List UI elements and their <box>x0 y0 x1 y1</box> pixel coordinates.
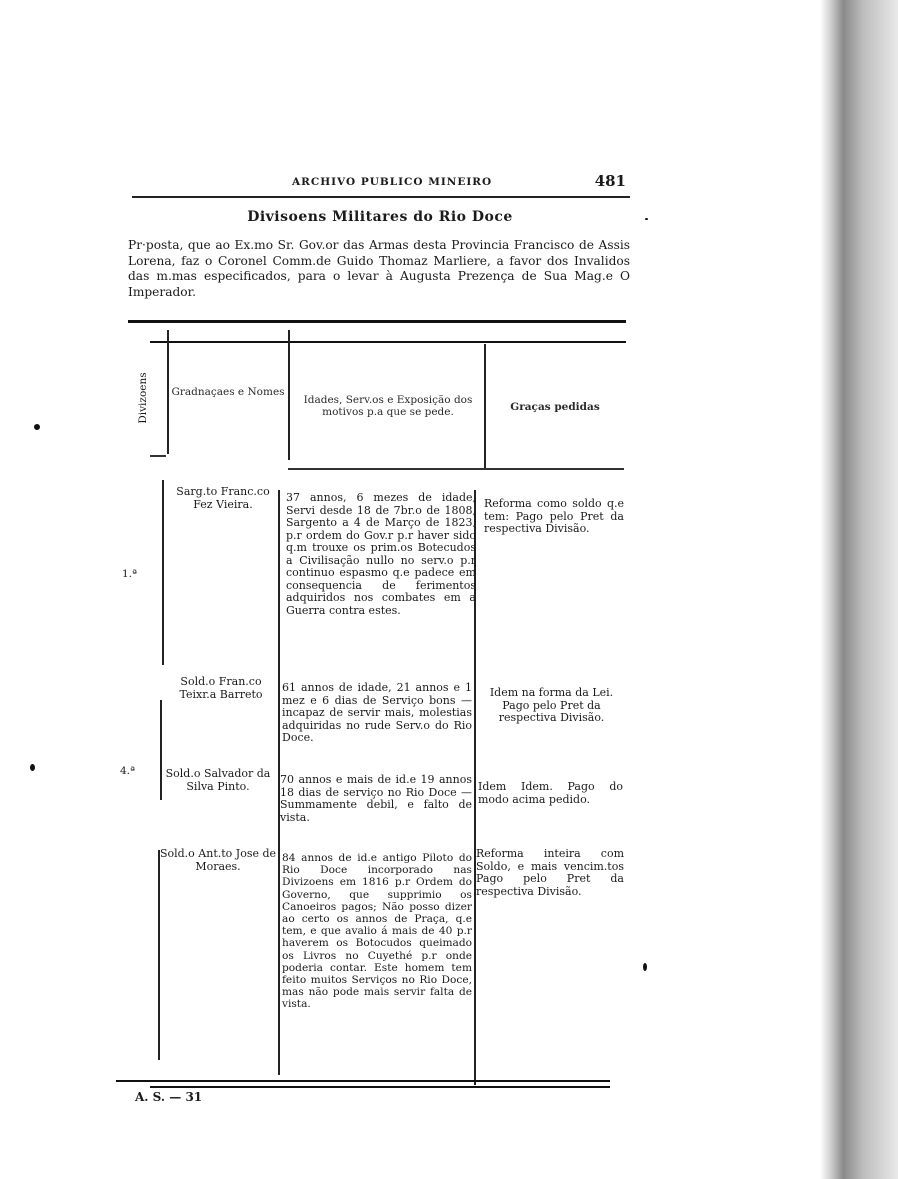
scan-speck <box>34 424 40 430</box>
body-divider-names-3 <box>158 850 160 1060</box>
table-row-3-details: 70 annos e mais de id.e 19 annos 18 dias de serviço no Rio Doce — Summamente debil, e falto de vista. <box>280 773 472 824</box>
column-divider-2 <box>288 330 290 460</box>
scan-speck <box>30 764 35 771</box>
page-number: 481 <box>594 172 626 190</box>
page-binding-shadow <box>820 0 898 1179</box>
body-divider-names-1 <box>162 480 164 665</box>
table-top-rule <box>128 320 626 323</box>
header-names: Gradnaçaes e Nomes <box>171 386 285 398</box>
column-divider-3 <box>484 344 486 469</box>
table-row-3-name: Sold.o Salvador da Silva Pinto. <box>165 767 271 793</box>
table-bottom-rule <box>116 1080 610 1082</box>
table-row-1-graces: Reforma como soldo q.e tem: Pago pelo Pret da respectiva Divisão. <box>484 497 624 535</box>
table-row-1-details: 37 annos, 6 mezes de idade, Servi desde 18 de 7br.o de 1808, Sargento a 4 de Março de 1823, p.r ordem do Gov.r p.r haver sido q.m trouxe os prim.os Botecudos a Civilisação nullo no serv.o p.r continuo espasmo q.e padece em consequencia de ferimentos adquiridos nos combates em a Guerra contra estes. <box>286 491 476 617</box>
table-row-2-details: 61 annos de idade, 21 annos e 1 mez e 6 dias de Serviço bons — incapaz de servir mais, molestias adquiridas no rude Serv.o do Rio Doce. <box>282 681 472 744</box>
division-label: 1.ª <box>122 568 138 580</box>
header-bottom-rule-a <box>150 455 166 457</box>
header-ages: Idades, Serv.os e Exposição dos motivos p.a que se pede. <box>303 394 473 418</box>
column-divider-1 <box>167 330 169 454</box>
table-row-3-graces: Idem Idem. Pago do modo acima pedido. <box>478 780 623 806</box>
scan-speck <box>643 963 647 971</box>
document-title: Divisoens Militares do Rio Doce <box>247 209 513 225</box>
header-graces: Graças pedidas <box>510 401 600 413</box>
table-row-1-name: Sarg.to Franc.co Fez Vieira. <box>176 485 270 511</box>
intro-paragraph: Pr·posta, que ao Ex.mo Sr. Gov.or das Armas desta Provincia Francisco de Assis Lorena, faz o Coronel Comm.de Guido Thomaz Marliere, a favor dos Invalidos das m.mas especificados, para o levar à Augusta Prezença de Sua Mag.e O Imperador. <box>128 238 630 299</box>
table-row-2-graces: Idem na forma da Lei. Pago pelo Pret da respectiva Divisão. <box>489 686 614 724</box>
table-row-2-name: Sold.o Fran.co Teixr.a Barreto <box>179 675 263 701</box>
table-row-4-details: 84 annos de id.e antigo Piloto do Rio Doce incorporado nas Divizoens em 1816 p.r Ordem do Governo, que supprimio os Canoeiros pagos; Não posso dizer ao certo os annos de Praça, q.e tem, e que avalio á mais de 40 p.r haverem os Botocudos queimado os Livros no Cuyethé p.r onde poderia contar. Este homem tem feito muitos Serviços no Rio Doce, mas não pode mais servir falta de vista. <box>282 852 472 1011</box>
header-bottom-rule-b <box>288 468 624 470</box>
signature-mark: A. S. — 31 <box>135 1090 203 1104</box>
table-bottom-rule-2 <box>150 1086 610 1088</box>
division-label: 4.ª <box>120 765 136 777</box>
header-divisions: Divizoens <box>137 371 149 424</box>
scan-speck <box>645 218 648 220</box>
running-header-title: ARCHIVO PUBLICO MINEIRO <box>292 176 493 188</box>
table-row-4-graces: Reforma inteira com Soldo, e mais vencim.tos Pago pelo Pret da respectiva Divisão. <box>476 847 624 898</box>
table-row-4-name: Sold.o Ant.to Jose de Moraes. <box>159 847 277 873</box>
running-header <box>132 172 630 198</box>
table-top-rule-2 <box>150 341 626 343</box>
